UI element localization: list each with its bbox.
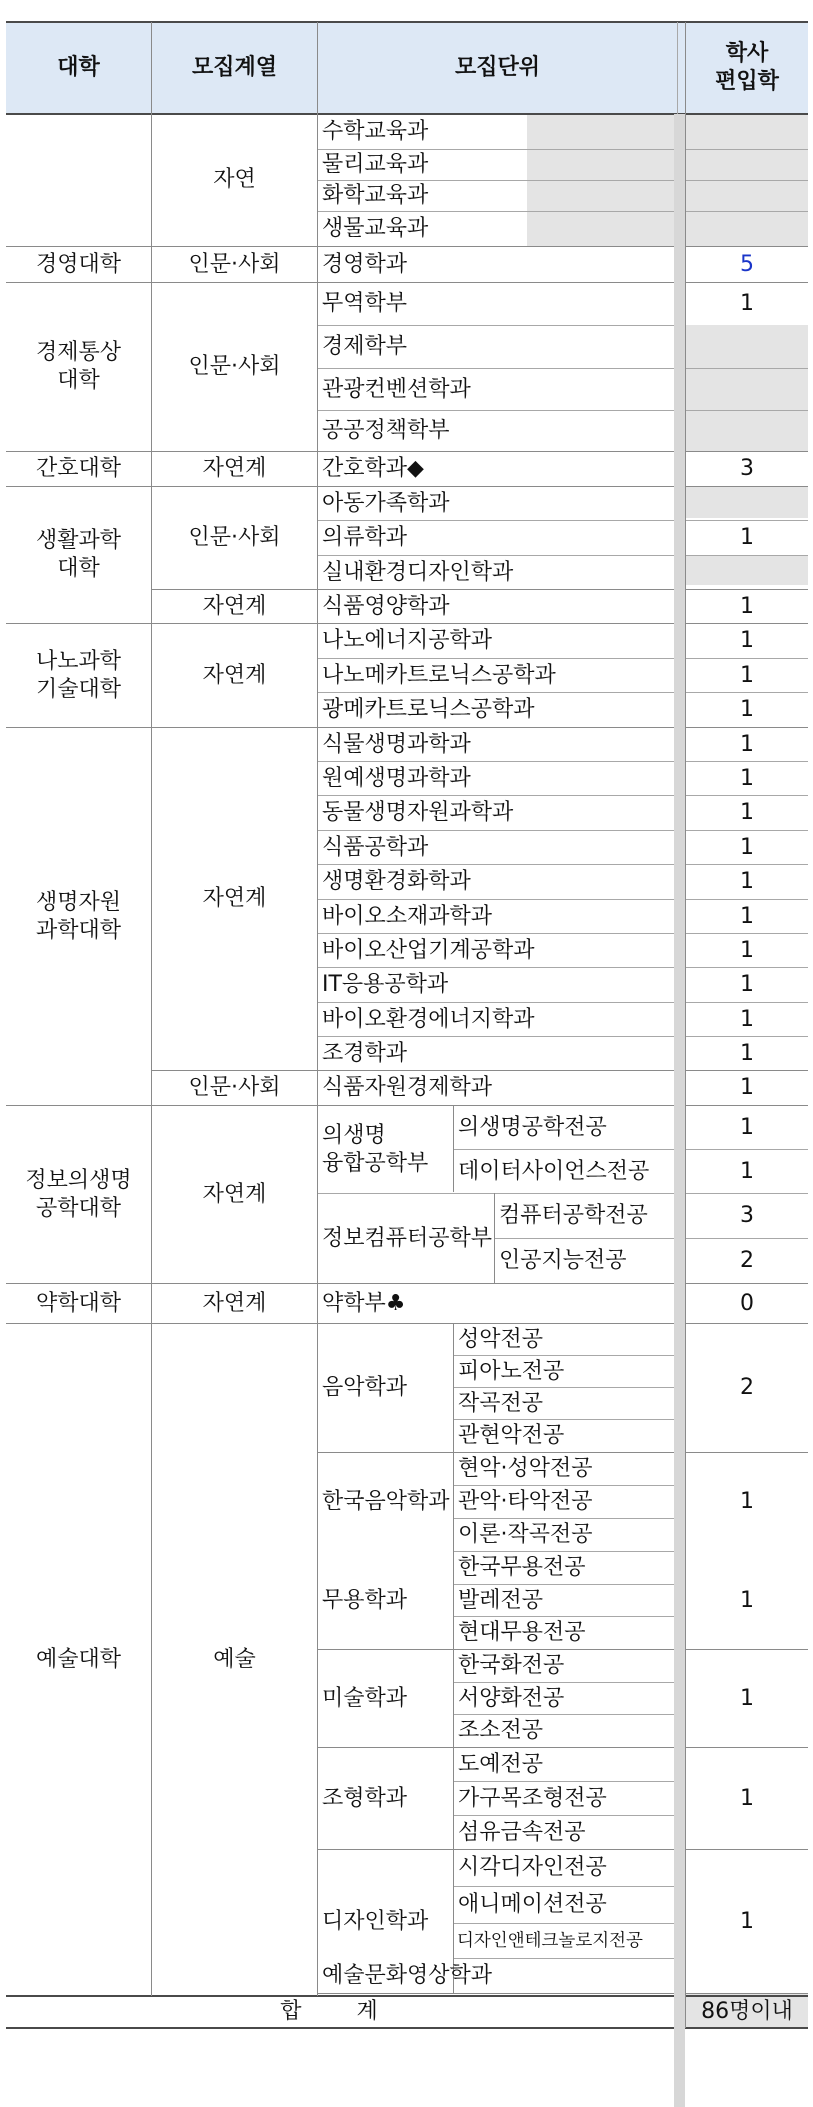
dept-cell: 조형학과 (322, 1785, 408, 1811)
unit-cell: 의류학과 (322, 525, 408, 550)
major-cell: 시각디자인전공 (458, 1855, 607, 1880)
college-line: 경제통상 (35, 340, 121, 365)
track-cell: 자연계 (202, 1290, 267, 1316)
value-cell: 1 (740, 525, 754, 550)
college-cell: 예술대학 (35, 1646, 121, 1672)
college-cell: 약학대학 (35, 1290, 121, 1316)
unit-cell: 관광컨벤션학과 (322, 376, 471, 402)
track-cell: 자연계 (202, 662, 267, 688)
value-cell: 1 (740, 765, 754, 791)
value-cell: 1 (740, 1114, 754, 1140)
college-line: 생명자원 (35, 889, 121, 915)
major-cell: 서양화전공 (458, 1685, 565, 1711)
major-cell: 조소전공 (458, 1718, 544, 1743)
value-cell: 1 (740, 972, 754, 997)
value-cell: 1 (740, 800, 754, 825)
dept-cell: 무용학과 (322, 1587, 408, 1613)
college-line: 과학대학 (35, 917, 121, 943)
value-cell: 3 (740, 1203, 754, 1228)
major-cell: 의생명공학전공 (458, 1114, 607, 1140)
major-cell: 컴퓨터공학전공 (499, 1203, 648, 1228)
dept-line: 융합공학부 (322, 1150, 429, 1176)
college-cell: 간호대학 (35, 456, 121, 481)
value-cell: 1 (740, 1587, 754, 1613)
value-cell: 1 (740, 1075, 754, 1100)
value-cell: 1 (740, 1785, 754, 1811)
college-line: 대학 (57, 556, 100, 581)
track-cell: 인문·사회 (188, 354, 281, 379)
dept-cell: 음악학과 (322, 1375, 408, 1400)
major-cell: 작곡전공 (458, 1390, 544, 1416)
blank-cell (685, 486, 808, 518)
value-cell: 0 (740, 1290, 754, 1316)
unit-cell: 식물생명과학과 (322, 731, 471, 757)
unit-cell: 동물생명자원과학과 (322, 800, 514, 825)
unit-cell: 경영학과 (322, 251, 408, 277)
dept-cell: 디자인학과 (322, 1908, 429, 1934)
major-cell: 디자인앤테크놀로지전공 (457, 1931, 643, 1951)
unit-cell: 식품공학과 (322, 834, 429, 860)
dept-cell: 한국음악학과 (322, 1489, 450, 1514)
track-cell: 예술 (213, 1646, 256, 1672)
track-cell: 자연계 (202, 886, 267, 911)
track-cell: 인문·사회 (188, 525, 281, 550)
value-cell: 1 (740, 1489, 754, 1514)
value-cell: 1 (740, 834, 754, 860)
dept-cell: 미술학과 (322, 1685, 408, 1711)
major-cell: 관현악전공 (458, 1423, 565, 1448)
college-cell (6, 487, 151, 623)
major-cell: 현악·성악전공 (458, 1456, 593, 1481)
total-label: 합 계 (280, 1999, 402, 2024)
college-line: 생활과학 (35, 528, 121, 553)
college-cell (6, 728, 151, 1105)
value-cell: 3 (740, 456, 754, 481)
unit-cell: 원예생명과학과 (322, 765, 471, 791)
major-cell: 가구목조형전공 (458, 1785, 607, 1811)
major-cell: 관악·타악전공 (458, 1489, 593, 1514)
major-cell: 피아노전공 (458, 1358, 565, 1384)
unit-cell: 나노에너지공학과 (322, 628, 493, 653)
unit-cell: 바이오산업기계공학과 (322, 937, 535, 963)
major-cell: 이론·작곡전공 (458, 1522, 593, 1547)
college-cell (6, 624, 151, 727)
dept-cell (322, 1106, 453, 1193)
dept-cell: 정보컴퓨터공학부 (322, 1225, 493, 1251)
college-line: 대학 (57, 368, 100, 393)
major-cell: 도예전공 (458, 1751, 544, 1777)
major-cell: 한국화전공 (458, 1653, 565, 1678)
value-cell: 1 (740, 593, 754, 619)
value-cell: 1 (740, 1908, 754, 1934)
track-cell: 인문·사회 (188, 1075, 281, 1100)
unit-cell: 식품영양학과 (322, 593, 450, 619)
value-cell: 1 (740, 869, 754, 894)
header-track: 모집계열 (191, 55, 277, 80)
unit-cell: 물리교육과 (322, 152, 429, 177)
dept-line: 의생명 (322, 1122, 386, 1148)
value-cell: 1 (740, 1158, 754, 1184)
major-cell: 섬유금속전공 (458, 1819, 586, 1845)
value-cell: 1 (740, 1040, 754, 1066)
unit-cell: 화학교육과 (322, 183, 429, 208)
unit-cell: 수학교육과 (322, 119, 429, 144)
value-cell: 1 (740, 628, 754, 653)
college-line: 기술대학 (35, 676, 121, 702)
value-cell: 1 (740, 1685, 754, 1711)
major-cell: 현대무용전공 (458, 1620, 586, 1645)
college-line: 정보의생명 (25, 1167, 132, 1193)
unit-cell: 아동가족학과 (322, 490, 450, 516)
college-cell (6, 1106, 151, 1283)
total-value: 86명이내 (701, 1999, 793, 2024)
header-transfer (686, 22, 808, 114)
track-cell: 인문·사회 (188, 251, 281, 277)
unit-cell: 생물교육과 (322, 216, 429, 241)
header-unit: 모집단위 (454, 55, 540, 80)
unit-cell: 광메카트로닉스공학과 (322, 697, 535, 722)
value-cell: 5 (740, 251, 754, 277)
unit-cell: 경제학부 (322, 334, 408, 359)
unit-cell: IT응용공학과 (322, 972, 449, 997)
value-cell: 1 (740, 731, 754, 757)
unit-cell: 나노메카트로닉스공학과 (322, 662, 556, 688)
track-cell: 자연계 (202, 593, 267, 619)
major-cell: 한국무용전공 (458, 1555, 586, 1580)
unit-cell: 바이오환경에너지학과 (322, 1006, 535, 1032)
college-cell (6, 283, 151, 451)
blank-cell (685, 325, 808, 451)
value-cell: 1 (740, 937, 754, 963)
track-cell: 자연 (213, 167, 256, 192)
unit-cell: 무역학부 (322, 291, 408, 316)
unit-cell: 간호학과◆ (322, 456, 424, 481)
header-transfer-line1: 학사 (725, 41, 769, 66)
header-college: 대학 (57, 55, 100, 80)
major-cell: 데이터사이언스전공 (458, 1158, 650, 1184)
blank-cell (685, 555, 808, 585)
unit-cell: 조경학과 (322, 1040, 408, 1066)
major-cell: 인공지능전공 (499, 1248, 627, 1273)
value-cell: 1 (740, 291, 754, 316)
unit-cell: 예술문화영상학과 (322, 1963, 493, 1988)
value-cell: 1 (740, 697, 754, 722)
track-cell: 자연계 (202, 1181, 267, 1207)
major-cell: 성악전공 (458, 1326, 544, 1352)
college-line: 나노과학 (35, 648, 121, 674)
unit-cell: 실내환경디자인학과 (322, 559, 514, 585)
major-cell: 애니메이션전공 (458, 1892, 607, 1917)
value-cell: 1 (740, 662, 754, 688)
value-cell: 2 (740, 1375, 754, 1400)
value-cell: 2 (740, 1248, 754, 1273)
unit-cell: 공공정책학부 (322, 418, 450, 443)
unit-cell: 식품자원경제학과 (322, 1075, 493, 1100)
unit-cell: 생명환경화학과 (322, 869, 471, 894)
college-cell: 경영대학 (35, 251, 121, 277)
unit-cell: 바이오소재과학과 (322, 903, 493, 929)
value-cell: 1 (740, 903, 754, 929)
college-line: 공학대학 (35, 1195, 121, 1221)
header-transfer-line2: 편입학 (715, 69, 779, 94)
track-cell: 자연계 (202, 456, 267, 481)
unit-cell: 약학부♣ (322, 1290, 406, 1316)
major-cell: 발레전공 (458, 1587, 544, 1613)
value-cell: 1 (740, 1006, 754, 1032)
